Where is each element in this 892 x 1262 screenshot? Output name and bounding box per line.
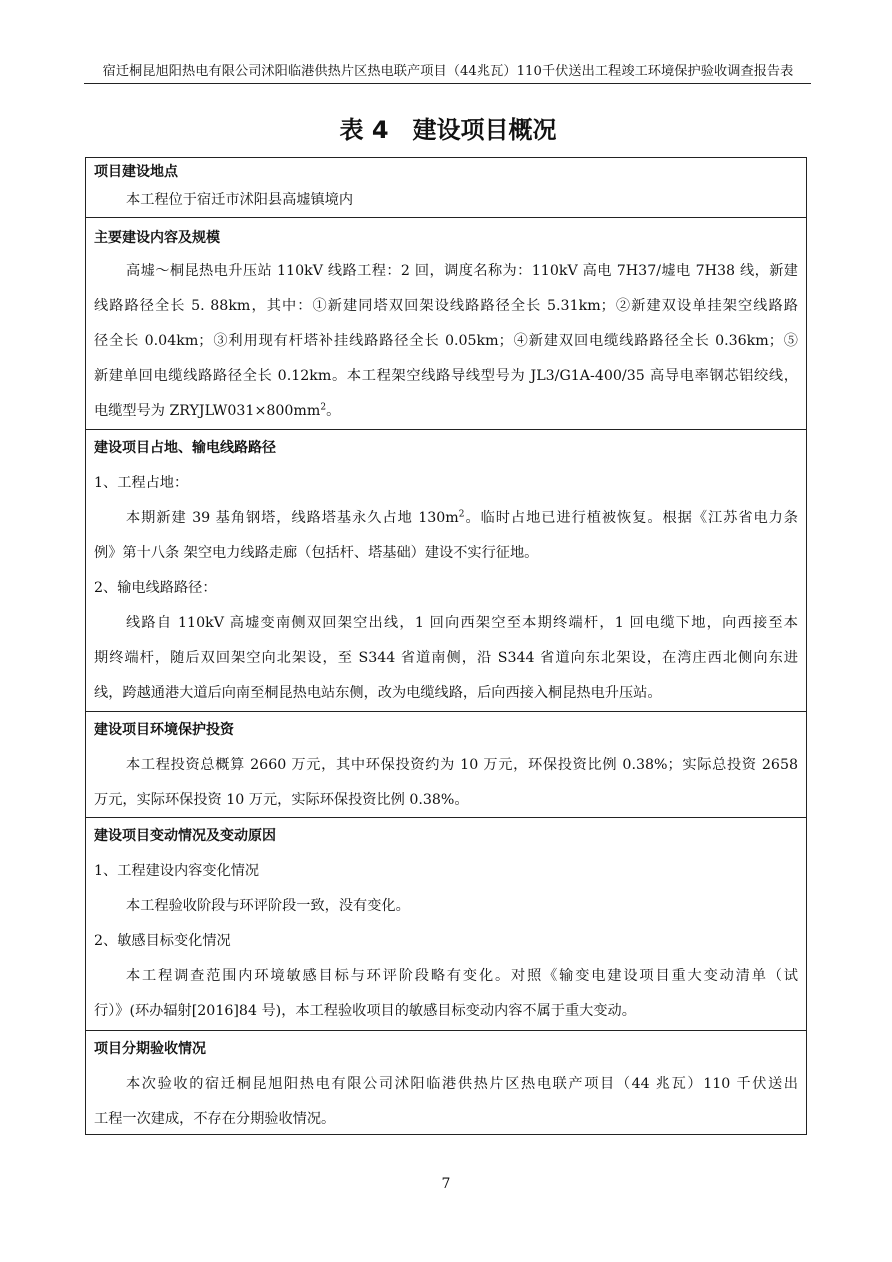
paragraph-line: [94, 401, 340, 421]
paragraph-line: 本工程投资总概算 2660 万元，其中环保投资约为 10 万元，环保投资比例 0.38%；实际总投资 2658: [126, 757, 798, 773]
paragraph-line: 线路自 110kV 高墟变南侧双回架空出线，1 回向西架空至本期终端杆，1 回电缆下地，向西接至本: [126, 615, 798, 631]
punctuation: 。: [326, 403, 341, 419]
paragraph-line: 新建单回电缆线路路径全长 0.12km。本工程架空线路导线型号为 JL3/G1A-400/35 高导电率钢芯铝绞线，: [94, 368, 798, 384]
paragraph-line: 期终端杆，随后双回架空向北架设，至 S344 省道南侧，沿 S344 省道向东北架设，在湾庄西北侧向东进: [94, 650, 798, 666]
section-heading: 项目建设地点: [94, 164, 178, 180]
paragraph-line: 径全长 0.04km；③利用现有杆塔补挂线路路径全长 0.05km；④新建双回电缆线路路径全长 0.36km；⑤: [94, 333, 798, 349]
paragraph-line: 工程一次建成，不存在分期验收情况。: [94, 1111, 336, 1127]
section-heading: 主要建设内容及规模: [94, 230, 220, 246]
table-number: 表 4: [339, 116, 389, 144]
subheading: 2、输电线路路径：: [94, 580, 217, 596]
overview-table: [85, 157, 807, 1135]
paragraph-line: 本次验收的宿迁桐昆旭阳热电有限公司沭阳临港供热片区热电联产项目（44 兆瓦）110 千伏送出: [126, 1076, 798, 1092]
land-text-b: 。临时占地已进行植被恢复。根据《江苏省电力条: [464, 510, 798, 526]
paragraph-line: 线，跨越通港大道后向南至桐昆热电站东侧，改为电缆线路，后向西接入桐昆热电升压站。: [94, 685, 662, 701]
paragraph-line: 本工程位于宿迁市沭阳县高墟镇境内: [126, 192, 354, 208]
paragraph-line: 本工程验收阶段与环评阶段一致，没有变化。: [126, 898, 410, 914]
paragraph-line: 行）》(环办辐射[2016]84 号)，本工程验收项目的敏感目标变动内容不属于重大变动。: [94, 1003, 636, 1019]
header-rule: [84, 83, 811, 84]
land-text-a: 本期新建 39 基角钢塔，线路塔基永久占地 130m: [126, 510, 459, 526]
paragraph-line: 线路路径全长 5. 88km，其中：①新建同塔双回架设线路路径全长 5.31km；②新建双设单挂架空线路路: [94, 298, 798, 314]
section-heading: 项目分期验收情况: [94, 1041, 206, 1057]
section-change: [86, 817, 806, 1030]
page-number: 7: [441, 1176, 451, 1192]
cable-model-text: 电缆型号为 ZRYJLW031×800mm: [94, 403, 321, 419]
section-location: [86, 158, 806, 217]
paragraph-line: 高墟～桐昆热电升压站 110kV 线路工程：2 回，调度名称为：110kV 高电 7H37/墟电 7H38 线，新建: [126, 263, 798, 279]
section-investment: [86, 711, 806, 817]
table-title: 建设项目概况: [412, 116, 557, 144]
section-land-route: [86, 429, 806, 711]
section-heading: 建设项目占地、输电线路路径: [94, 440, 276, 456]
subheading: 1、工程建设内容变化情况: [94, 863, 260, 879]
page-title: [86, 113, 810, 147]
subheading: 1、工程占地：: [94, 475, 189, 491]
paragraph-line: 万元，实际环保投资 10 万元，实际环保投资比例 0.38%。: [94, 792, 469, 808]
section-scale: [86, 217, 806, 429]
paragraph-line: 本工程调查范围内环境敏感目标与环评阶段略有变化。对照《输变电建设项目重大变动清单（试: [126, 968, 798, 984]
section-heading: 建设项目环境保护投资: [94, 722, 234, 738]
running-header: 宿迁桐昆旭阳热电有限公司沭阳临港供热片区热电联产项目（44兆瓦）110千伏送出工程竣工环境保护验收调查报告表: [102, 64, 794, 79]
superscript: 2: [458, 509, 465, 520]
paragraph-line: 例》第十八条 架空电力线路走廊（包括杆、塔基础）建设不实行征地。: [94, 545, 539, 561]
subheading: 2、敏感目标变化情况: [94, 933, 231, 949]
superscript: 2: [320, 402, 327, 413]
paragraph-line: [126, 508, 798, 528]
section-phase: [86, 1030, 806, 1136]
section-heading: 建设项目变动情况及变动原因: [94, 828, 276, 844]
